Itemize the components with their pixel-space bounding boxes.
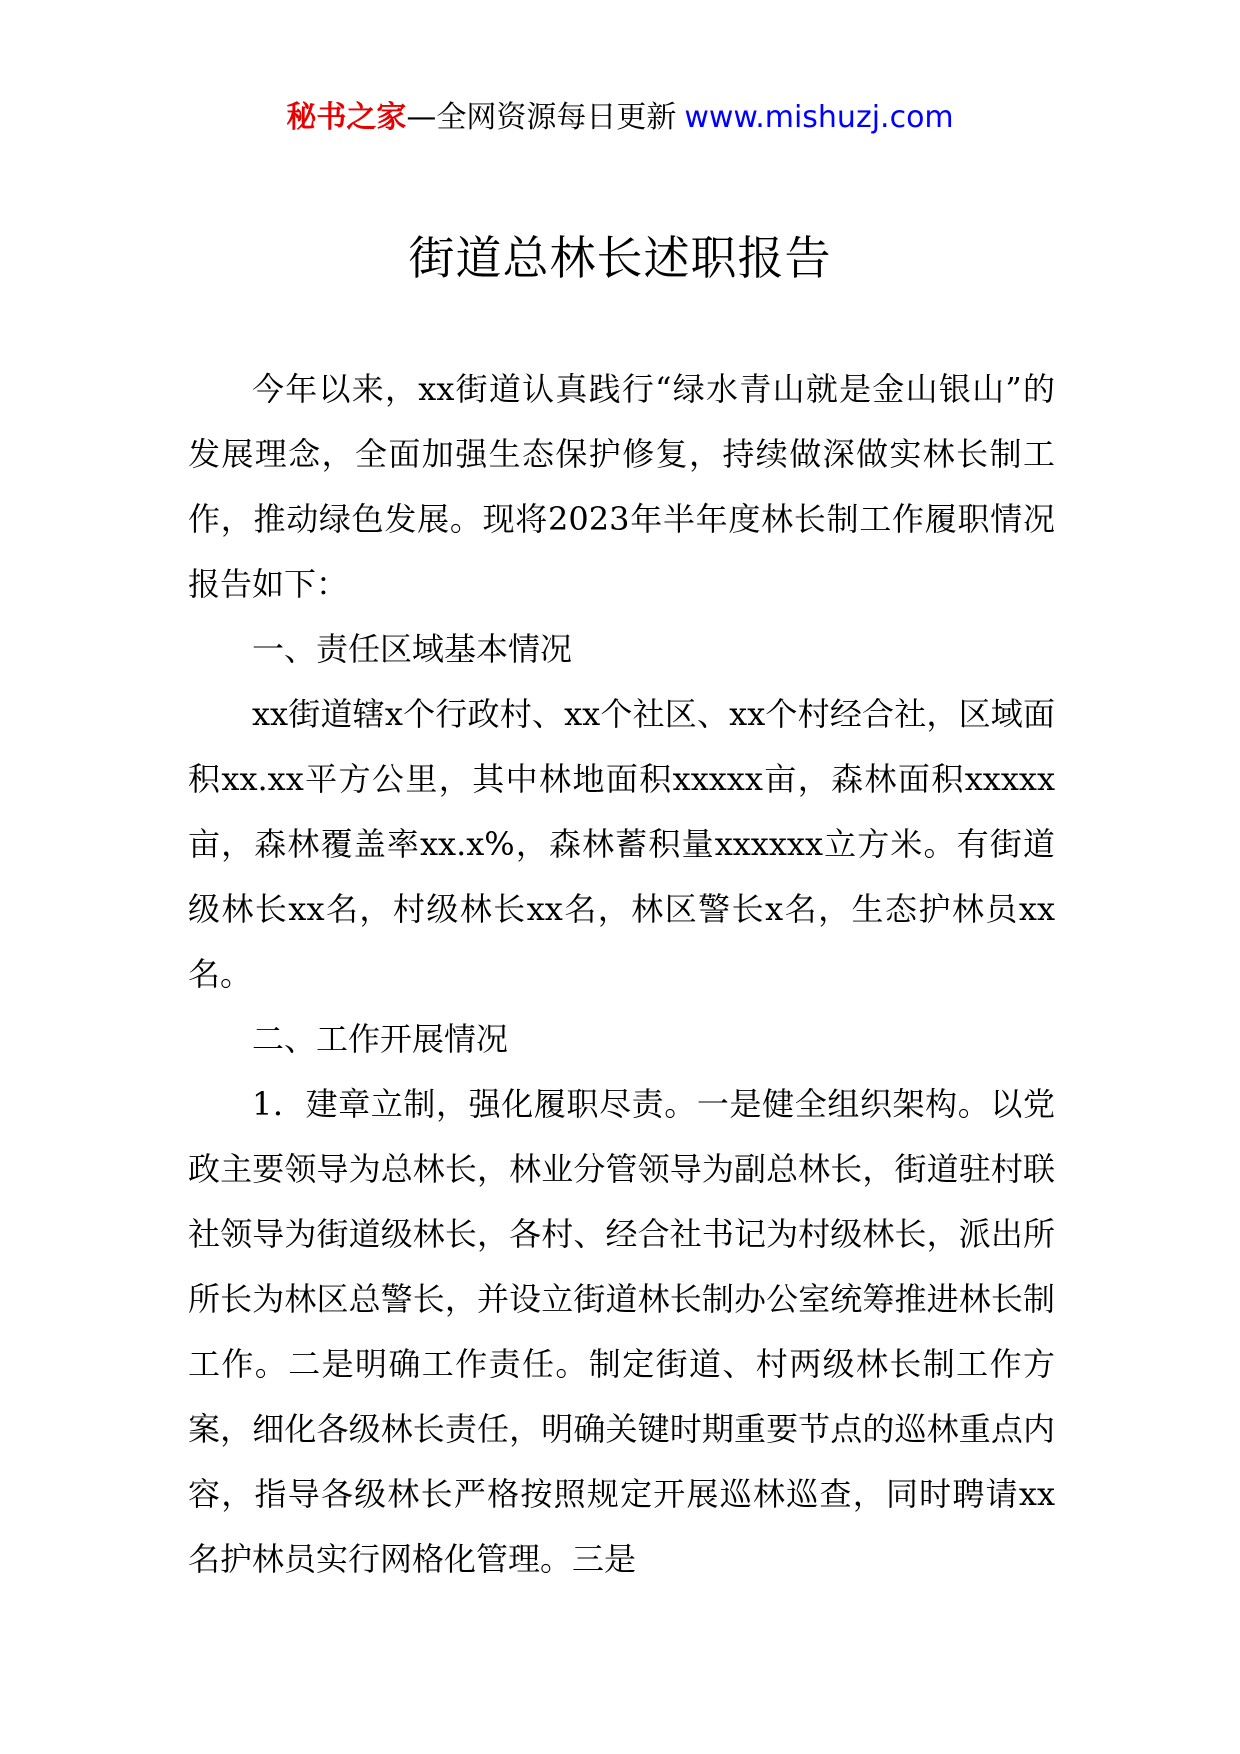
paragraph-intro: 今年以来，xx街道认真践行“绿水青山就是金山银山”的发展理念，全面加强生态保护修复，持续做深做实林长制工作，推动绿色发展。现将2023年半年度林长制工作履职情况报告如下： <box>188 370 1055 603</box>
site-url-link[interactable]: www.mishuzj.com <box>684 100 954 135</box>
site-brand: 秘书之家 <box>286 100 407 135</box>
site-tagline: —全网资源每日更新 <box>406 100 677 135</box>
site-header <box>0 98 1240 138</box>
paragraph-area-overview: xx街道辖x个行政村、xx个社区、xx个村经合社，区域面积xx.xx平方公里，其中林地面积xxxxx亩，森林面积xxxxx亩，森林覆盖率xx.x%，森林蓄积量xxxxxx立方米。有街道级林长xx名，村级林长xx名，林区警长x名，生态护林员xx名。 <box>188 695 1055 993</box>
document-title: 街道总林长述职报告 <box>408 231 832 285</box>
paragraph-work-progress: 1．建章立制，强化履职尽责。一是健全组织架构。以党政主要领导为总林长，林业分管领导为副总林长，街道驻村联社领导为街道级林长，各村、经合社书记为村级林长，派出所所长为林区总警长，并设立街道林长制办公室统筹推进林长制工作。二是明确工作责任。制定街道、村两级林长制工作方案，细化各级林长责任，明确关键时期重要节点的巡林重点内容，指导各级林长严格按照规定开展巡林巡查，同时聘请xx名护林员实行网格化管理。三是 <box>188 1085 1055 1578</box>
document-body <box>188 357 1055 1592</box>
section-heading-1: 一、责任区域基本情况 <box>252 630 573 668</box>
section-heading-2: 二、工作开展情况 <box>252 1020 509 1058</box>
